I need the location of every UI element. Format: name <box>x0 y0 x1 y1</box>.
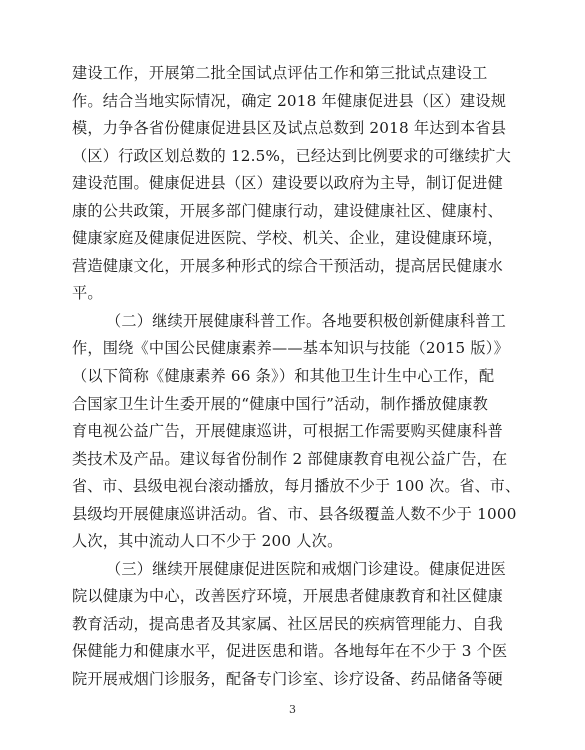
text-line: 健康家庭及健康促进医院、学校、机关、企业，建设健康环境， <box>72 229 503 248</box>
text-line: 类技术及产品。建议每省份制作 2 部健康教育电视公益广告，在 <box>72 449 508 468</box>
text-line: 建设范围。健康促进县（区）建设要以政府为主导，制订促进健 <box>72 174 503 193</box>
text-line: 建设工作，开展第二批全国试点评估工作和第三批试点建设工 <box>72 64 488 82</box>
text-line: 教育活动，提高患者及其家属、社区居民的疾病管理能力、自我 <box>72 614 503 633</box>
paragraph <box>72 556 520 694</box>
text-line: （以下简称《健康素养 66 条》）和其他卫生计生中心工作，配 <box>72 367 495 386</box>
text-line: 平。 <box>72 284 103 303</box>
body-text <box>72 60 520 694</box>
text-line: 模，力争各省份健康促进县区及试点总数到 2018 年达到本省县 <box>72 119 507 138</box>
text-line: 营造健康文化，开展多种形式的综合干预活动，提高居民健康水 <box>72 256 503 275</box>
text-line: 院以健康为中心，改善医疗环境，开展患者健康教育和社区健康 <box>72 587 503 606</box>
paragraph <box>72 308 520 556</box>
text-line <box>72 556 520 584</box>
text-line: 作。结合当地实际情况，确定 2018 年健康促进县（区）建设规 <box>72 91 507 110</box>
paragraph <box>72 60 520 308</box>
text-line: 院开展戒烟门诊服务，配备专门诊室、诊疗设备、药品储备等硬 <box>72 670 503 689</box>
text-line: 作，围绕《中国公民健康素养——基本知识与技能（2015 版）》 <box>72 339 509 358</box>
text-line: 合国家卫生计生委开展的“健康中国行”活动，制作播放健康教 <box>72 394 489 413</box>
text-line-content: （二）继续开展健康科普工作。各地要积极创新健康科普工 <box>106 311 507 330</box>
text-line: 康的公共政策，开展多部门健康行动，建设健康社区、健康村、 <box>72 201 503 220</box>
text-line: 育电视公益广告，开展健康巡讲，可根据工作需要购买健康科普 <box>72 422 503 441</box>
text-line: 省、市、县级电视台滚动播放，每月播放不少于 100 次。省、市、 <box>72 477 521 496</box>
page-number: 3 <box>289 703 296 716</box>
text-line: 县级均开展健康巡讲活动。省、市、县各级覆盖人数不少于 1000 <box>72 504 517 523</box>
text-line <box>72 308 520 336</box>
text-line: 人次，其中流动人口不少于 200 人次。 <box>72 532 343 551</box>
text-line: 保健能力和健康水平，促进医患和谐。各地每年在不少于 3 个医 <box>72 642 508 661</box>
text-line-content: （三）继续开展健康促进医院和戒烟门诊建设。健康促进医 <box>106 559 507 578</box>
text-line: （区）行政区划总数的 12.5%，已经达到比例要求的可继续扩大 <box>72 146 511 165</box>
